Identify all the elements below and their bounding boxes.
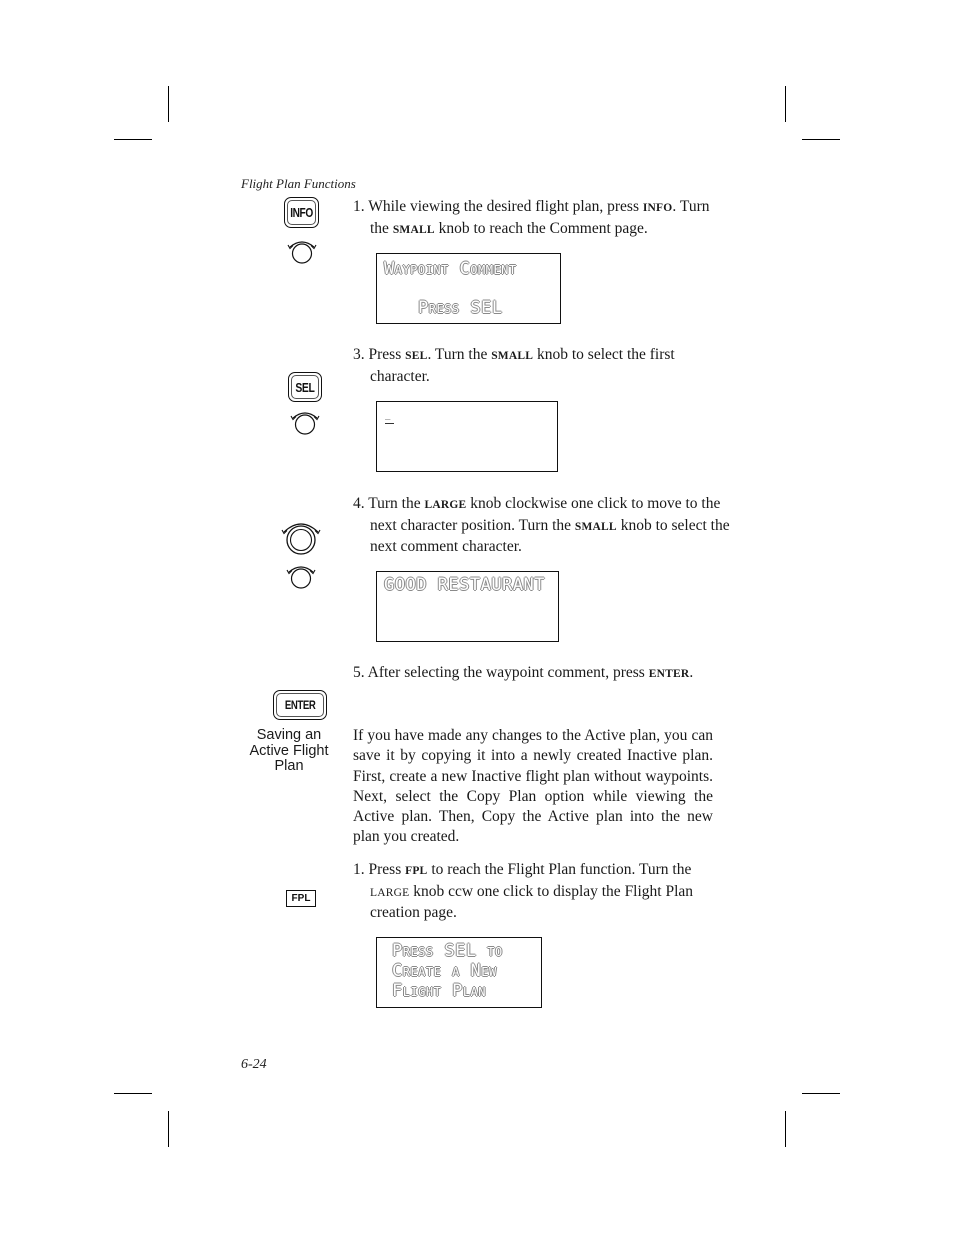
step-text: knob to select the first character.	[370, 346, 675, 385]
small-knob-icon	[284, 563, 318, 591]
side-heading	[238, 728, 340, 775]
step-text: 1. Press	[353, 861, 406, 878]
enter-key-label: ENTER	[284, 698, 316, 712]
large-knob-icon	[279, 519, 323, 557]
step-1	[353, 197, 732, 240]
step-4	[353, 494, 732, 558]
step-text: .	[689, 664, 694, 681]
body-paragraph: If you have made any changes to the Active plan, you can save it by copying it into a newly created Inactive plan. First, create a new Inactive flight plan without waypoints. Next, select the Copy Plan option while viewing the Active plan. Then, Copy the Active plan into the new plan you created.	[353, 727, 713, 846]
lcd-line: Press SEL	[418, 298, 503, 318]
small-knob-icon	[288, 409, 322, 437]
lcd-screen-restaurant	[376, 571, 559, 642]
crop-mark	[168, 86, 169, 122]
side-heading-line: Active Flight	[249, 742, 329, 759]
step-text: knob to select the next comment character.	[370, 516, 730, 555]
page-number: 6-24	[241, 1057, 267, 1072]
crop-mark	[785, 1111, 786, 1147]
key-reference: SMALL	[491, 350, 534, 362]
lcd-cursor	[385, 423, 394, 424]
crop-mark	[114, 1093, 152, 1094]
key-reference: SEL	[405, 350, 428, 362]
info-key-icon	[284, 197, 319, 228]
step-text: 4. Turn the	[353, 495, 425, 512]
step-text: knob ccw one click to display the Flight Plan creation page.	[370, 882, 694, 921]
fpl-key-label: FPL	[291, 893, 311, 904]
crop-mark	[114, 139, 152, 140]
key-reference: INFO	[642, 202, 673, 214]
crop-mark	[168, 1111, 169, 1147]
running-head: Flight Plan Functions	[241, 176, 356, 191]
crop-mark	[802, 139, 840, 140]
key-reference: SMALL	[574, 520, 617, 533]
lcd-line: GOOD RESTAURANT	[384, 575, 546, 595]
side-heading-line: Plan	[274, 758, 304, 774]
step-text: 1. While viewing the desired flight plan, press	[353, 198, 643, 215]
lcd-line: Press SEL to	[392, 941, 503, 961]
lcd-line: Create a New	[392, 961, 497, 981]
crop-mark	[802, 1093, 840, 1094]
key-reference: ENTER	[648, 668, 690, 680]
step-5	[353, 663, 732, 685]
lcd-line: Flight Plan	[392, 981, 487, 1001]
step-text: to reach the Flight Plan function. Turn the	[427, 861, 692, 878]
key-reference: SMALL	[392, 223, 435, 236]
step-text: knob clockwise one click to move to the next character position. Turn the	[370, 495, 721, 534]
fpl-key-icon	[286, 890, 316, 907]
step-text: 5. After selecting the waypoint comment, press	[353, 664, 649, 681]
small-knob-icon	[285, 238, 319, 266]
enter-key-icon	[273, 690, 327, 720]
step-fpl-1	[353, 860, 732, 924]
lcd-screen-cursor	[376, 401, 558, 472]
side-heading-line: Saving an	[256, 727, 322, 743]
lcd-cursor-char: _	[385, 411, 391, 421]
key-reference: LARGE	[424, 499, 467, 511]
lcd-screen-comment	[376, 253, 561, 324]
step-text: knob to reach the Comment page.	[434, 219, 648, 237]
step-text: . Turn the	[427, 346, 492, 363]
crop-mark	[785, 86, 786, 122]
lcd-line: Waypoint Comment	[384, 259, 517, 279]
lcd-screen-create	[376, 937, 542, 1008]
info-key-label: INFO	[290, 205, 313, 220]
step-text: 3. Press	[353, 346, 406, 363]
sel-key-label: SEL	[295, 379, 315, 395]
key-reference: FPL	[405, 865, 428, 877]
step-text: . Turn the	[370, 198, 710, 237]
step-3	[353, 345, 732, 387]
key-reference: LARGE	[370, 886, 410, 899]
sel-key-icon	[288, 372, 322, 402]
